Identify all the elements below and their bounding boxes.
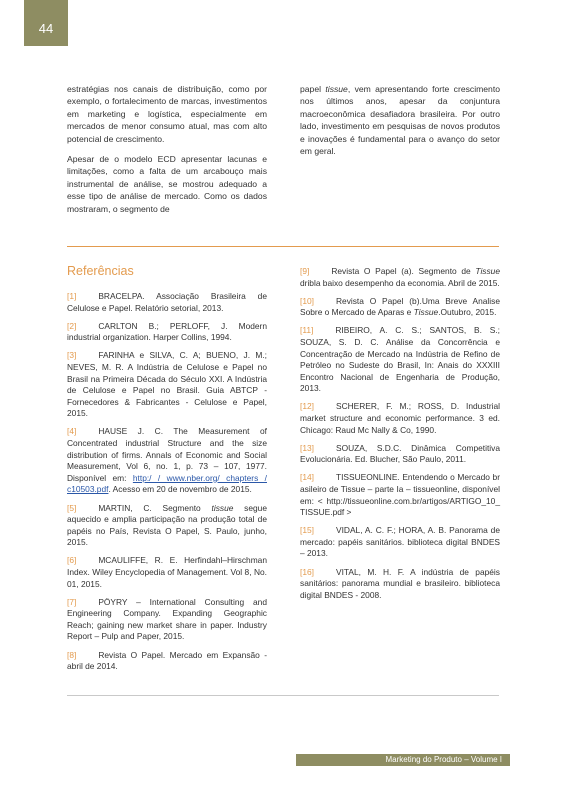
footer-title: Marketing do Produto – Volume I (385, 755, 502, 764)
references-heading: Referências (67, 264, 134, 278)
body-paragraph (300, 83, 500, 157)
reference-text: HAUSE J. C. The Measurement of Concentrated industrial Structure and the size distribution of firms. Annals of Economic and Social Measurement, Vol 6, no. 1, p. 73 – 107, 1977. Disponível em: (67, 426, 267, 483)
reference-number: [16] (300, 566, 314, 577)
footer-bar (296, 754, 510, 766)
italic-term: tissue (325, 84, 348, 94)
reference-text: BRACELPA. Associação Brasileira de Celulose e Papel. Relatório setorial, 2013. (67, 291, 267, 313)
reference-item (67, 321, 267, 344)
reference-item (67, 650, 267, 673)
reference-text: PÖYRY – International Consulting and Engineering Company. Expanding Geographic Reach; gaining new market share in paper. Industry Report – Pulp and Paper, 2015. (67, 596, 267, 642)
reference-number: [5] (67, 502, 77, 513)
reference-number: [1] (67, 291, 77, 301)
reference-item (300, 401, 500, 436)
reference-item (67, 426, 267, 496)
reference-item (300, 443, 500, 466)
reference-item (300, 296, 500, 319)
reference-number: [6] (67, 555, 77, 566)
reference-number: [4] (67, 426, 77, 437)
reference-number: [15] (300, 525, 314, 536)
text-span: , vem apresentando forte crescimento nos últimos anos, apesar da conjuntura macroeconômica desafiadora brasileira. Por outro lado, investimento em pesquisas de novos produtos e inovações é fundamental para o avanço do setor em geral. (300, 84, 500, 157)
bottom-divider (67, 695, 499, 696)
body-paragraph: estratégias nos canais de distribuição, como por exemplo, o fortalecimento de marcas, investimentos em marketing e logística, especialmente em mercados de menor consumo atual, mas com alto potencial de crescimento. (67, 84, 267, 144)
reference-text: Revista O Papel (b).Uma Breve Analise Sobre o Mercado de Aparas e (300, 295, 500, 318)
reference-text: TISSUEONLINE. Entendendo o Mercado brasileiro de Tissue – parte Ia – tissueonline, disponível em: < http://tissueonline.com.br/artigos/ARTIGO_10_TISSUE.pdf > (300, 472, 500, 518)
reference-item (300, 266, 500, 289)
reference-number: [2] (67, 320, 77, 331)
reference-number: [3] (67, 350, 77, 361)
text-span: papel (300, 84, 326, 94)
reference-number: [10] (300, 295, 314, 306)
reference-text: SOUZA, S.D.C. Dinâmica Competitiva Evolucionária. Ed. Blucher, São Paulo, 2011. (300, 442, 500, 465)
references-column-right (300, 266, 500, 608)
references-column-left (67, 291, 267, 679)
reference-text: MARTIN, C. Segmento (98, 502, 212, 513)
section-divider (67, 246, 499, 247)
reference-item (67, 597, 267, 643)
reference-link[interactable]: http:/ / www.nber.org/ chapters / c10503.pdf (67, 472, 267, 495)
reference-text: CARLTON B.; PERLOFF, J. Modern industrial organization. Harper Collins, 1994. (67, 320, 267, 343)
reference-number: [12] (300, 401, 314, 412)
reference-text: Revista O Papel (a). Segmento de (331, 266, 476, 276)
reference-number: [14] (300, 472, 314, 483)
reference-item (300, 325, 500, 395)
reference-item (300, 567, 500, 602)
reference-text: VIDAL, A. C. F.; HORA, A. B. Panorama de mercado: papéis sanitários. biblioteca digital BNDES – 2013. (300, 525, 500, 559)
reference-text: VITAL, M. H. F. A indústria de papéis sanitários: panorama mundial e brasileiro. biblioteca digital BNDES - 2008. (300, 566, 500, 600)
reference-item (300, 525, 500, 560)
reference-text: SCHERER, F. M.; ROSS, D. Industrial market structure and economic performance. 3 ed. Chicago: Raud Mc Nally & Co, 1990. (300, 401, 500, 435)
italic-term: Tissue (475, 266, 500, 276)
reference-text: MCAULIFFE, R. E. Herfindahl–Hirschman Index. Wiley Encyclopedia of Management. Vol 8, No. 01, 2015. (67, 555, 267, 589)
italic-term: tissue (211, 502, 234, 513)
body-column-left (67, 83, 267, 223)
reference-item (67, 503, 267, 549)
reference-item (67, 555, 267, 590)
body-paragraph: Apesar de o modelo ECD apresentar lacunas e limitações, como a falta de um arcabouço mais instrumental de análise, se mostrou adequado a esse tipo de análise de mercado. Como os dados mostraram, o segmento de (67, 154, 267, 214)
reference-number: [8] (67, 649, 77, 660)
reference-number: [11] (300, 325, 314, 336)
reference-text: FARINHA e SILVA, C. A; BUENO, J. M.; NEVES, M. R. A Indústria de Celulose e Papel no Brasil na Primeira Década do Século XXI. A Indústria de Celulose e Papel no Brasil. Guia ABTCP - Fornecedores & Fabricantes - Celulose e Papel, 2015. (67, 350, 267, 419)
reference-text: dribla baixo desempenho da economia. Abril de 2015. (300, 277, 500, 288)
reference-text: segue aquecido e amplia participação na produção total de papéis no País, Revista O Papel, S. Paulo, junho, 2015. (67, 502, 267, 548)
reference-number: [13] (300, 442, 314, 453)
reference-number: [7] (67, 596, 77, 607)
reference-text: RIBEIRO, A. C. S.; SANTOS, B. S.; SOUZA, S. D. C. Análise da Concorrência e Concentração de Mercado na Indústria de Refino de Petróleo no Sudeste do Brasil, In: Anais do XXXIII Encontro Nacional de Engenharia de Produção, 2013. (300, 325, 500, 394)
italic-term: Tissue (413, 307, 439, 318)
body-column-right (300, 83, 500, 165)
reference-number: [9] (300, 266, 310, 276)
page-number-tab (24, 0, 68, 46)
reference-item (300, 472, 500, 518)
reference-text-after: . Acesso em 20 de novembro de 2015. (108, 484, 252, 495)
reference-text: .Outubro, 2015. (438, 307, 497, 318)
page-number: 44 (38, 21, 54, 36)
reference-item (67, 291, 267, 314)
reference-text: Revista O Papel. Mercado em Expansão - abril de 2014. (67, 649, 267, 672)
reference-item (67, 350, 267, 420)
